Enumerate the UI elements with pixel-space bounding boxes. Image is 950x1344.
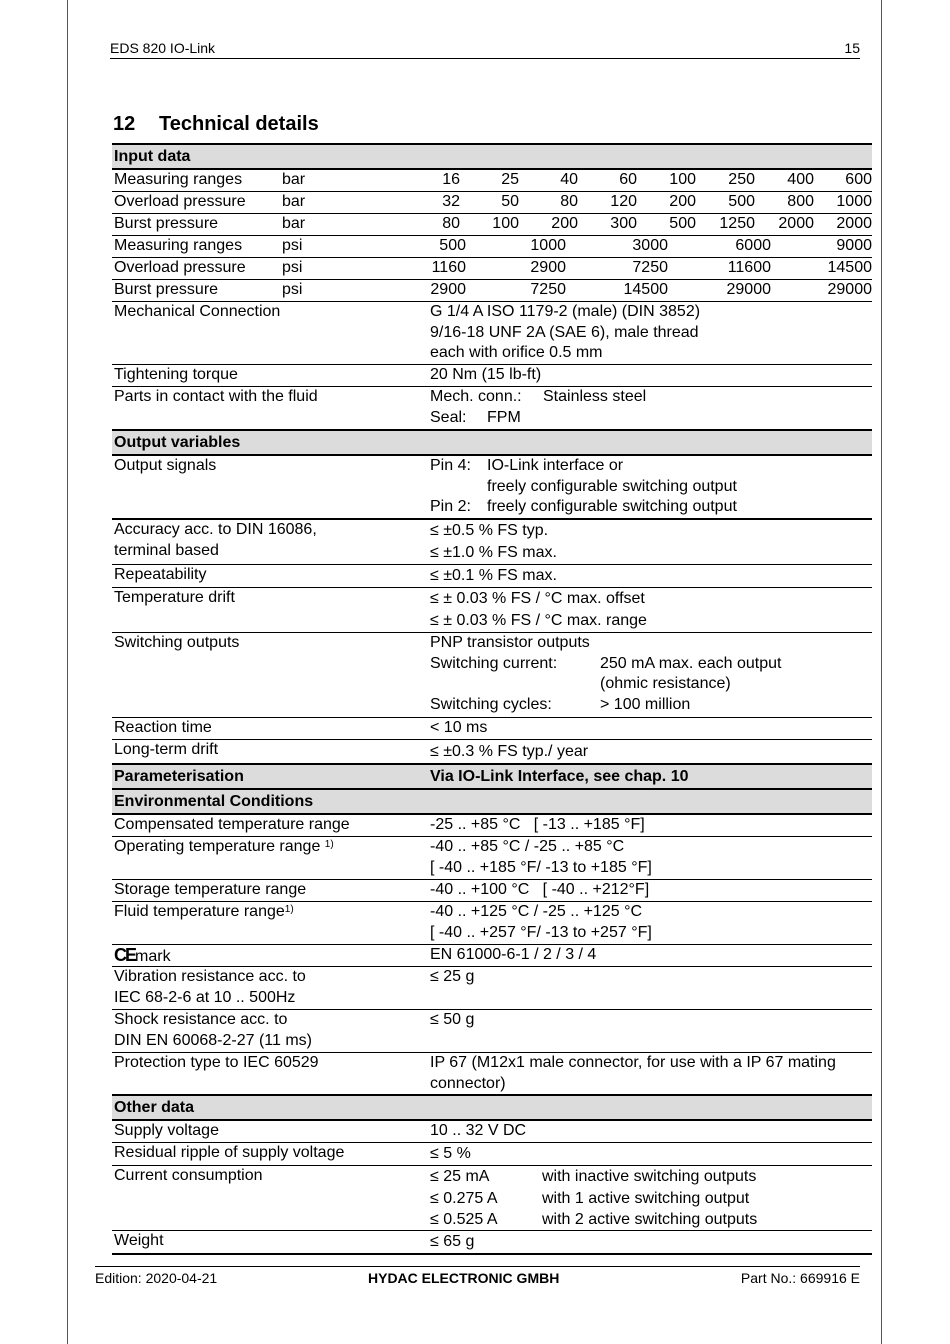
value-cell: 300 [610,215,637,232]
row-label: Temperature drift [114,589,235,606]
row-label [114,967,306,1008]
value-key: Mech. conn.: [430,388,522,405]
value-cell: 9000 [836,237,872,254]
group-heading-label: Input data [114,148,191,165]
value-cell: 6000 [735,237,771,254]
group-heading-output [112,431,872,456]
table-row [112,1121,872,1143]
value-key: Switching current: [430,654,558,672]
footnote-marker: 1) [284,904,294,915]
row-label: Overload pressure [114,259,246,276]
row-value [430,633,872,715]
value-cells [430,170,872,190]
label-line: DIN EN 60068-2-27 (11 ms) [114,1031,312,1049]
company-name: HYDAC ELECTRONIC GMBH [368,1270,560,1286]
document-title: EDS 820 IO-Link [110,40,216,56]
technical-details-table [112,143,872,1255]
row-value [430,1053,872,1094]
footnote-marker: 1) [324,839,334,850]
row-label: Parameterisation [114,768,244,785]
label-text: Operating temperature range [114,838,325,855]
group-heading-environment [112,790,872,815]
row-value [430,302,872,364]
value-cells [430,236,872,256]
value-key: ≤ 25 mA [430,1168,490,1185]
row-value: 10 .. 32 V DC [430,1122,527,1139]
page-header [110,40,860,59]
page-left-border [67,0,68,1344]
row-value: 20 Nm (15 lb-ft) [430,366,542,383]
value-line: ≤ ±1.0 % FS max. [430,544,557,561]
value-key: Pin 2: [430,498,471,515]
row-label: Parts in contact with the fluid [114,388,318,405]
label-text: mark [135,948,171,965]
value-cell: 800 [787,193,814,210]
value-line: PNP transistor outputs [430,634,590,651]
value-cell: 100 [492,215,519,232]
value-line: 9/16-18 UNF 2A (SAE 6), male thread [430,323,699,341]
table-row [112,718,872,740]
table-row [112,1166,872,1231]
table-row [112,902,872,945]
value-cell: 2000 [836,215,872,232]
page-right-border [881,0,882,1344]
row-value: ≤ ±0.3 % FS typ./ year [430,743,589,760]
label-line: Vibration resistance acc. to [114,968,306,985]
table-row [112,520,872,565]
table-row [112,170,872,192]
value-cell: 25 [501,171,519,188]
label-text: Fluid temperature range [114,903,285,920]
row-unit: psi [282,259,303,276]
group-heading-other [112,1096,872,1121]
row-value [430,588,872,632]
row-label [114,837,334,858]
table-row [112,236,872,258]
table-row [112,880,872,902]
value-text: > 100 million [600,695,691,713]
label-line: Accuracy acc. to DIN 16086, [114,521,317,538]
value-cell: 80 [560,193,578,210]
ce-mark-icon: CE [114,945,136,965]
row-unit: bar [282,193,306,210]
group-heading-label: Output variables [114,434,241,451]
value-cell: 200 [551,215,578,232]
value-cell: 200 [669,193,696,210]
value-cell: 29000 [726,281,771,298]
value-cell: 1000 [530,237,566,254]
row-label [114,1010,312,1051]
row-label [114,945,171,968]
row-label: Protection type to IEC 60529 [114,1054,319,1071]
table-row [112,280,872,302]
label-line: terminal based [114,541,219,559]
value-key: Seal: [430,408,467,426]
value-cell: 7250 [632,259,668,276]
row-value: ≤ 5 % [430,1145,471,1162]
row-value [430,902,872,943]
value-text: FPM [487,408,521,426]
value-text: IO-Link interface or [487,457,624,474]
row-label: Burst pressure [114,215,219,232]
row-label: Repeatability [114,566,207,583]
row-value: -25 .. +85 °C [ -13 .. +185 °F] [430,816,645,833]
row-value [430,1166,872,1231]
table-row [112,365,872,387]
value-key: ≤ 0.525 A [430,1211,498,1228]
edition-date: Edition: 2020-04-21 [95,1270,218,1286]
row-label: Residual ripple of supply voltage [114,1144,345,1161]
parameterisation-row [112,765,872,790]
value-text: freely configurable switching output [487,498,737,515]
section-title [113,113,319,136]
row-label: Mechanical Connection [114,303,281,320]
value-cell: 2000 [778,215,814,232]
value-cell: 2900 [430,281,466,298]
table-row [112,565,872,588]
table-row [112,837,872,880]
value-line: each with orifice 0.5 mm [430,344,603,361]
value-cell: 16 [442,171,460,188]
section-number: 12 [113,113,136,135]
value-line: [ -40 .. +185 °F/ -13 to +185 °F] [430,858,652,876]
row-value [430,520,872,564]
value-cell: 100 [669,171,696,188]
table-row [112,214,872,236]
value-cell: 40 [560,171,578,188]
row-value [430,837,872,878]
value-cell: 120 [610,193,637,210]
row-unit: bar [282,171,306,188]
value-cell: 60 [619,171,637,188]
table-row [112,456,872,520]
row-label: Switching outputs [114,634,240,651]
row-value: ≤ 25 g [430,968,475,985]
table-row [112,387,872,431]
row-value: ≤ ±0.1 % FS max. [430,567,557,584]
row-label: Overload pressure [114,193,246,210]
value-line: ≤ ± 0.03 % FS / °C max. range [430,612,647,629]
row-value [430,387,872,428]
value-cell: 400 [787,171,814,188]
value-text: 250 mA max. each output [600,654,782,672]
value-cell: 1160 [431,259,466,276]
label-line: IEC 68-2-6 at 10 .. 500Hz [114,988,296,1006]
row-value [430,456,872,518]
row-label [114,902,294,923]
row-label: Measuring ranges [114,237,243,254]
value-text: with inactive switching outputs [542,1168,757,1185]
label-line: Shock resistance acc. to [114,1011,288,1028]
page-footer [95,1266,860,1290]
group-heading-input [112,143,872,170]
value-key: Switching cycles: [430,695,552,713]
table-row [112,302,872,365]
row-label: Supply voltage [114,1122,219,1139]
value-line: -40 .. +85 °C / -25 .. +85 °C [430,838,625,855]
value-line: G 1/4 A ISO 1179-2 (male) (DIN 3852) [430,303,701,320]
value-cell: 32 [442,193,460,210]
value-cells [430,280,872,300]
row-unit: bar [282,215,306,232]
table-row [112,633,872,718]
value-cell: 600 [845,171,872,188]
value-text: with 2 active switching outputs [542,1211,758,1228]
value-line: [ -40 .. +257 °F/ -13 to +257 °F] [430,923,652,941]
value-cell: 250 [728,171,755,188]
value-cell: 2900 [530,259,566,276]
row-label: Output signals [114,457,217,474]
table-row [112,1010,872,1053]
row-value: Via IO-Link Interface, see chap. 10 [430,768,689,785]
row-value: -40 .. +100 °C [ -40 .. +212°F] [430,881,650,898]
table-row [112,945,872,967]
table-row [112,258,872,280]
value-cell: 80 [442,215,460,232]
section-title-text: Technical details [159,113,319,135]
value-key: Pin 4: [430,457,471,474]
value-cell: 14500 [827,259,872,276]
value-cell: 1000 [836,193,872,210]
value-cell: 29000 [827,281,872,298]
row-unit: psi [282,237,303,254]
value-text: (ohmic resistance) [600,675,731,692]
row-label: Tightening torque [114,366,238,383]
value-cells [430,258,872,278]
value-cells [430,192,872,212]
value-cell: 14500 [623,281,668,298]
table-row [112,815,872,837]
value-text: freely configurable switching output [487,477,737,495]
table-row [112,588,872,633]
value-line: IP 67 (M12x1 male connector, for use with a IP 67 mating [430,1054,836,1071]
row-value: EN 61000-6-1 / 2 / 3 / 4 [430,946,597,963]
value-cell: 11600 [727,259,771,276]
row-label: Storage temperature range [114,881,307,898]
part-number: Part No.: 669916 E [740,1270,860,1286]
row-label: Burst pressure [114,281,219,298]
row-label: Reaction time [114,719,212,736]
table-row [112,192,872,214]
row-label [114,520,317,561]
value-text: Stainless steel [543,388,647,405]
value-cell: 3000 [632,237,668,254]
value-line: ≤ ±0.5 % FS typ. [430,522,549,539]
row-label: Long-term drift [114,741,219,758]
value-text: with 1 active switching output [542,1189,750,1207]
value-key: ≤ 0.275 A [430,1189,498,1207]
value-cell: 500 [439,237,466,254]
group-heading-label: Environmental Conditions [114,793,314,810]
table-row [112,967,872,1010]
value-line: connector) [430,1074,506,1092]
table-row [112,740,872,765]
value-cell: 7250 [530,281,566,298]
row-value: ≤ 50 g [430,1011,475,1028]
row-label: Compensated temperature range [114,816,350,833]
row-label: Current consumption [114,1167,263,1184]
table-row [112,1143,872,1166]
group-heading-label: Other data [114,1099,195,1116]
value-cells [430,214,872,234]
row-unit: psi [282,281,303,298]
value-line: -40 .. +125 °C / -25 .. +125 °C [430,903,643,920]
value-cell: 50 [501,193,519,210]
page-number: 15 [844,40,860,56]
value-cell: 500 [669,215,696,232]
row-label: Measuring ranges [114,171,243,188]
table-row [112,1231,872,1255]
row-label: Weight [114,1232,164,1249]
value-line: ≤ ± 0.03 % FS / °C max. offset [430,590,645,607]
value-cell: 500 [728,193,755,210]
row-value: < 10 ms [430,719,488,736]
table-row [112,1053,872,1096]
value-cell: 1250 [719,215,755,232]
row-value: ≤ 65 g [430,1233,475,1250]
